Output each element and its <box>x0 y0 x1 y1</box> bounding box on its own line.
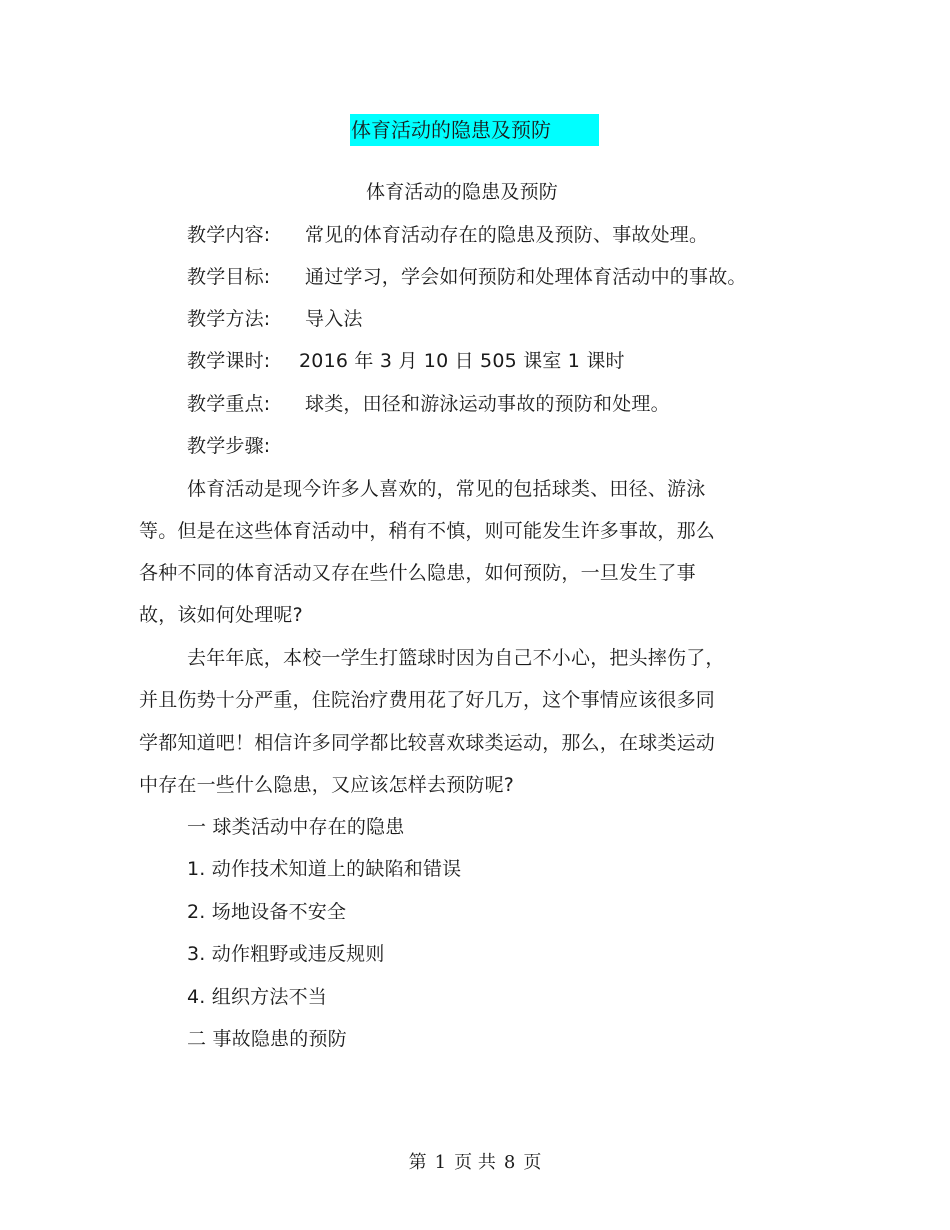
document-subtitle: 体育活动的隐患及预防 <box>366 181 559 203</box>
paragraph-line: 中存在一些什么隐患，又应该怎样去预防呢? <box>139 774 515 796</box>
field-key-points <box>187 391 670 417</box>
list-item: 1. 动作技术知道上的缺陷和错误 <box>187 858 462 880</box>
list-item: 4. 组织方法不当 <box>187 986 327 1008</box>
footer-page-number: 1 <box>434 1152 447 1173</box>
list-item: 2. 场地设备不安全 <box>187 901 347 923</box>
list-item: 3. 动作粗野或违反规则 <box>187 943 385 965</box>
paragraph-line: 故，该如何处理呢? <box>139 604 303 626</box>
footer-prefix: 第 <box>408 1152 427 1173</box>
field-value: 常见的体育活动存在的隐患及预防、事故处理。 <box>305 224 709 246</box>
footer-middle: 页 共 <box>454 1152 496 1173</box>
field-method <box>187 306 363 332</box>
section-heading: 一 球类活动中存在的隐患 <box>187 816 405 838</box>
field-label: 教学课时: <box>187 350 271 372</box>
field-value: 通过学习，学会如何预防和处理体育活动中的事故。 <box>305 266 747 288</box>
footer-suffix: 页 <box>523 1152 542 1173</box>
page-footer <box>0 1151 950 1175</box>
steps-label: 教学步骤: <box>187 435 271 457</box>
paragraph-line: 并且伤势十分严重，住院治疗费用花了好几万，这个事情应该很多同 <box>139 689 716 711</box>
field-label: 教学目标: <box>187 266 271 288</box>
paragraph-line: 学都知道吧！相信许多同学都比较喜欢球类运动，那么，在球类运动 <box>139 732 716 754</box>
field-value: 2016 年 3 月 10 日 505 课室 1 课时 <box>299 350 625 372</box>
paragraph-line: 体育活动是现今许多人喜欢的，常见的包括球类、田径、游泳 <box>187 478 706 500</box>
paragraph-line: 去年年底，本校一学生打篮球时因为自己不小心，把头摔伤了， <box>187 647 725 669</box>
field-label: 教学重点: <box>187 393 271 415</box>
field-schedule <box>187 348 625 374</box>
paragraph-line: 各种不同的体育活动又存在些什么隐患，如何预防，一旦发生了事 <box>139 562 696 584</box>
field-value: 导入法 <box>305 308 363 330</box>
field-label: 教学内容: <box>187 224 271 246</box>
paragraph-line: 等。但是在这些体育活动中，稍有不慎，则可能发生许多事故，那么 <box>139 520 716 542</box>
field-value: 球类，田径和游泳运动事故的预防和处理。 <box>305 393 670 415</box>
field-label: 教学方法: <box>187 308 271 330</box>
field-goal <box>187 264 747 290</box>
field-content <box>187 222 708 248</box>
footer-total-pages: 8 <box>503 1152 516 1173</box>
section-heading: 二 事故隐患的预防 <box>187 1028 347 1050</box>
document-title: 体育活动的隐患及预防 <box>350 114 599 146</box>
